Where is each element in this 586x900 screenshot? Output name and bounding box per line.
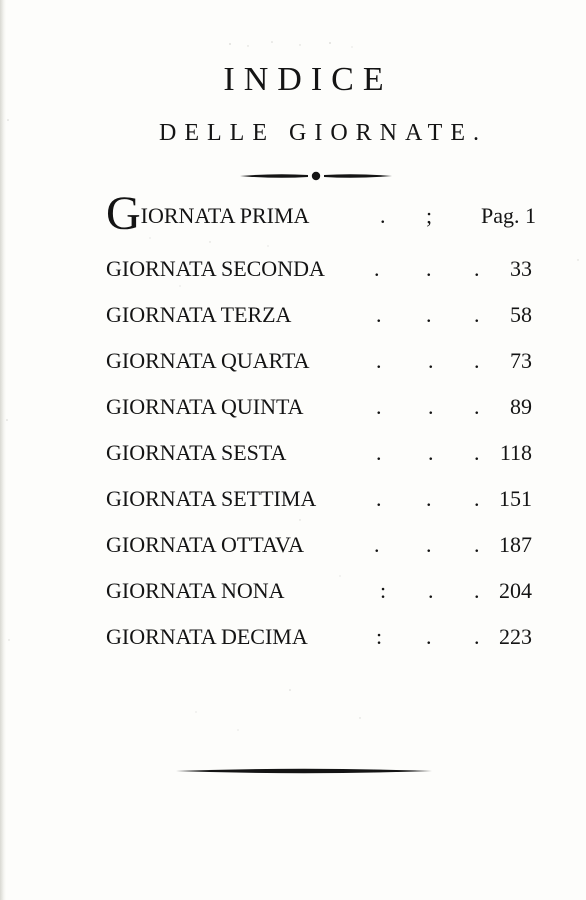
toc-entry — [106, 292, 546, 338]
toc-entries — [106, 246, 546, 660]
toc-page-number: 33 — [510, 256, 532, 281]
leader-dot: . — [474, 394, 480, 419]
leader-dot: . — [474, 578, 480, 603]
leader-dot: . — [474, 256, 480, 281]
toc-entry — [106, 476, 546, 522]
toc-page-number: 223 — [499, 624, 532, 649]
leader-dot: . — [376, 486, 382, 511]
toc-entry-name-rest: IORNATA PRIMA — [140, 203, 310, 228]
leader-dot: . — [374, 532, 380, 557]
toc-entry-name: GIORNATA OTTAVA — [106, 532, 304, 557]
toc-entry — [106, 430, 546, 476]
leader-dot: : — [376, 624, 383, 649]
leader-dot: . — [426, 486, 432, 511]
toc-entry-first — [106, 186, 546, 246]
page-subtitle: DELLE GIORNATE. — [159, 120, 487, 146]
leader-dot: . — [474, 532, 480, 557]
toc-entry-name: GIORNATA TERZA — [106, 302, 292, 327]
toc-entry-name — [106, 186, 309, 246]
toc-entry-name: GIORNATA QUINTA — [106, 394, 304, 419]
leader-dot: . — [428, 440, 434, 465]
table-of-contents — [106, 186, 546, 660]
toc-entry — [106, 384, 546, 430]
toc-page-number: 118 — [499, 440, 532, 465]
leader-dot: . — [376, 394, 382, 419]
leader-dot: . — [474, 440, 480, 465]
leader-dot: . — [474, 302, 480, 327]
leader-dot: . — [474, 624, 480, 649]
toc-page-number: 151 — [499, 486, 532, 511]
toc-entry-name: GIORNATA NONA — [106, 578, 285, 603]
leader-dot: . — [376, 302, 382, 327]
bottom-rule — [176, 766, 432, 776]
toc-entry-name: GIORNATA SETTIMA — [106, 486, 317, 511]
page-title: INDICE — [223, 61, 393, 98]
leader-dot: . — [376, 348, 382, 373]
toc-entry — [106, 246, 546, 292]
leader-dot: . — [474, 486, 480, 511]
drop-cap: G — [106, 187, 141, 240]
toc-entry-name: GIORNATA DECIMA — [106, 624, 308, 649]
leader-dot: . — [428, 348, 434, 373]
toc-page-number: 58 — [510, 302, 532, 327]
toc-page-number: Pag. 1 — [481, 203, 536, 228]
leader-dot: . — [380, 203, 386, 228]
leader-dot: . — [376, 440, 382, 465]
leader-dot: : — [380, 578, 387, 603]
leader-dot: . — [426, 256, 432, 281]
leader-dot: ; — [426, 203, 433, 228]
leader-dot: . — [426, 302, 432, 327]
toc-entry — [106, 338, 546, 384]
toc-page-number: 73 — [510, 348, 532, 373]
leader-dot: . — [374, 256, 380, 281]
toc-entry-name: GIORNATA SECONDA — [106, 256, 325, 281]
leader-dot: . — [426, 624, 432, 649]
divider-ornament-icon — [236, 168, 396, 184]
toc-entry — [106, 522, 546, 568]
toc-page-number: 204 — [499, 578, 532, 603]
leader-dot: . — [426, 532, 432, 557]
leader-dot: . — [428, 578, 434, 603]
toc-page-number: 89 — [510, 394, 532, 419]
toc-entry-name: GIORNATA QUARTA — [106, 348, 310, 373]
toc-entry — [106, 614, 546, 660]
toc-entry-name: GIORNATA SESTA — [106, 440, 287, 465]
leader-dot: . — [474, 348, 480, 373]
toc-page-number: 187 — [499, 532, 532, 557]
leader-dot: . — [428, 394, 434, 419]
toc-entry — [106, 568, 546, 614]
